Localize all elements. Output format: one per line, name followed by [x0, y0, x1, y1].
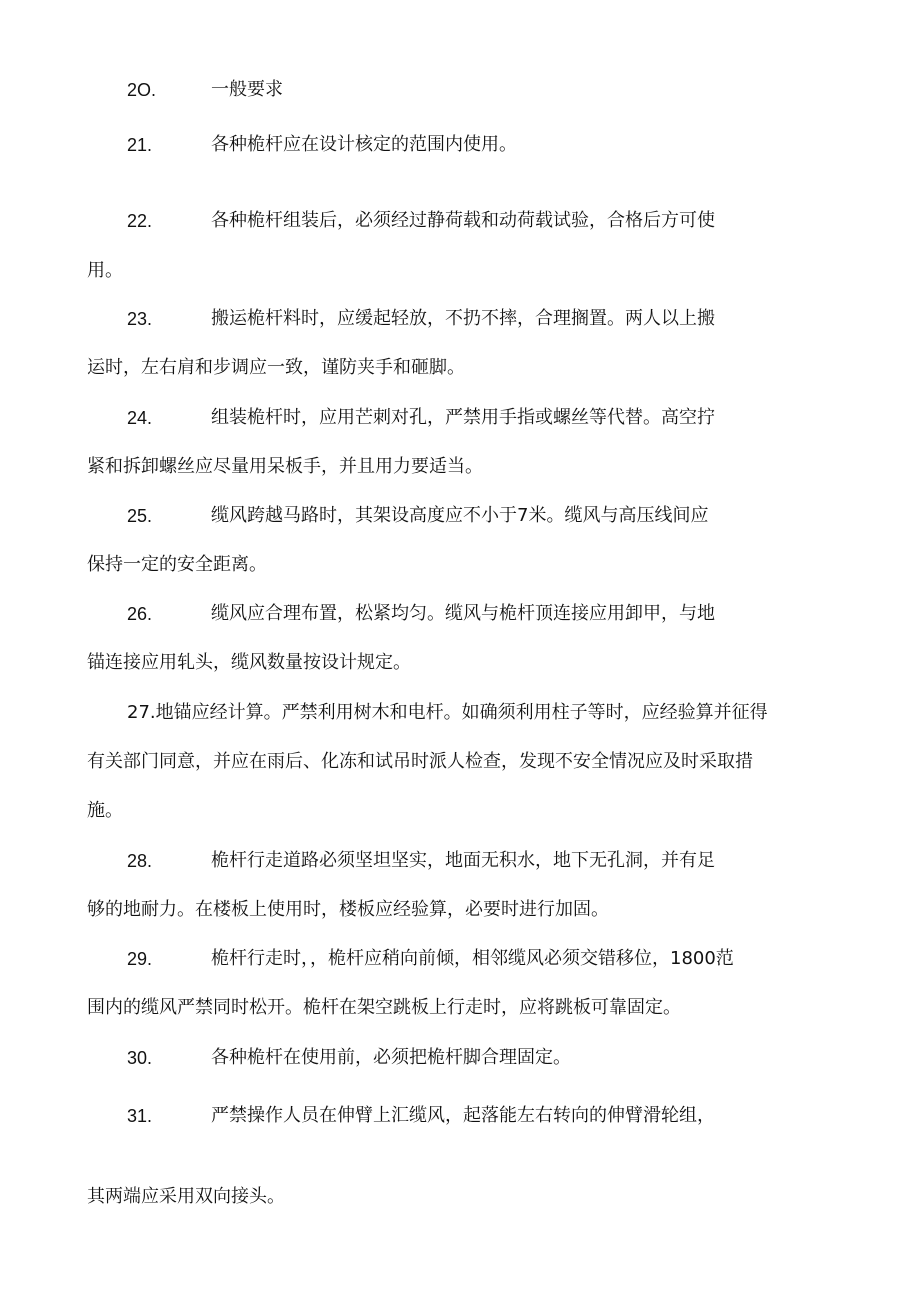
item-21-text: 各种桅杆应在设计核定的范围内使用。	[211, 134, 517, 155]
item-24-number: 24.	[127, 408, 153, 428]
item-26-continuation: 锚连接应用轧头，缆风数量按设计规定。	[87, 652, 411, 673]
item-25-number: 25.	[127, 506, 153, 526]
item-27-line-1: 27.地锚应经计算。严禁利用树木和电杆。如确须利用柱子等时，应经验算并征得	[127, 702, 768, 723]
item-26-text: 缆风应合理布置，松紧均匀。缆风与桅杆顶连接应用卸甲，与地	[211, 603, 715, 624]
item-24-text: 组装桅杆时，应用芒刺对孔，严禁用手指或螺丝等代替。高空拧	[211, 407, 715, 428]
item-23-text: 搬运桅杆料时，应缓起轻放，不扔不摔，合理搁置。两人以上搬	[211, 308, 715, 329]
item-27-line-3: 施。	[87, 800, 123, 821]
item-29-number: 29.	[127, 949, 153, 969]
item-29-text: 桅杆行走时，，桅杆应稍向前倾，相邻缆风必须交错移位，1800范	[211, 948, 734, 969]
item-31-number: 31.	[127, 1106, 153, 1126]
item-27-line-2: 有关部门同意，并应在雨后、化冻和试吊时派人检查，发现不安全情况应及时采取措	[87, 751, 753, 772]
item-22-number: 22.	[127, 211, 153, 231]
item-25-text: 缆风跨越马路时，其架设高度应不小于7米。缆风与高压线间应	[211, 505, 709, 526]
item-20-number: 2O.	[127, 80, 157, 100]
item-31-continuation: 其两端应采用双向接头。	[87, 1186, 285, 1207]
item-22-continuation: 用。	[87, 260, 123, 281]
item-21-number: 21.	[127, 135, 153, 155]
item-23-continuation: 运时，左右肩和步调应一致，谨防夹手和砸脚。	[87, 357, 465, 378]
item-22-text: 各种桅杆组装后，必须经过静荷载和动荷载试验，合格后方可使	[211, 210, 715, 231]
item-29-continuation: 围内的缆风严禁同时松开。桅杆在架空跳板上行走时，应将跳板可靠固定。	[87, 997, 681, 1018]
item-20-text: 一般要求	[211, 79, 283, 100]
item-26-number: 26.	[127, 604, 153, 624]
item-23-number: 23.	[127, 309, 153, 329]
item-30-number: 30.	[127, 1048, 153, 1068]
item-30-text: 各种桅杆在使用前，必须把桅杆脚合理固定。	[211, 1047, 571, 1068]
item-31-text: 严禁操作人员在伸臂上汇缆风，起落能左右转向的伸臂滑轮组，	[211, 1105, 715, 1126]
item-28-number: 28.	[127, 851, 153, 871]
item-28-text: 桅杆行走道路必须坚坦坚实，地面无积水，地下无孔洞，并有足	[211, 850, 715, 871]
item-28-continuation: 够的地耐力。在楼板上使用时，楼板应经验算，必要时进行加固。	[87, 899, 609, 920]
item-24-continuation: 紧和拆卸螺丝应尽量用呆板手，并且用力要适当。	[87, 456, 483, 477]
item-25-continuation: 保持一定的安全距离。	[87, 554, 267, 575]
